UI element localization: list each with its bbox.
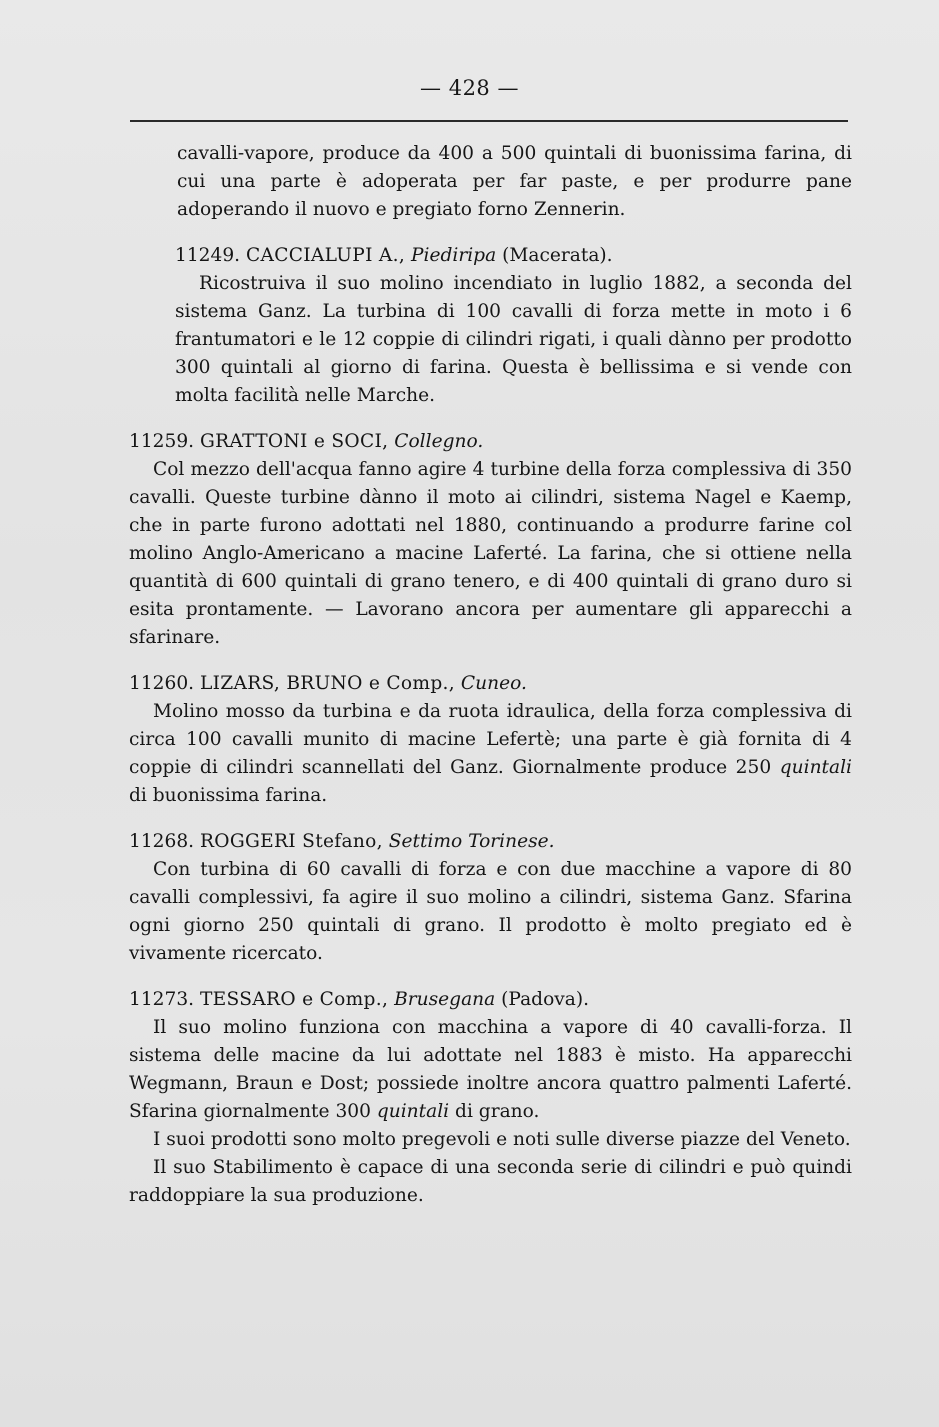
entry-text-11273 [129,1014,852,1126]
entry-number: 11260. [129,673,195,694]
entry-number: 11273. [129,989,195,1010]
entry-text-11249: Ricostruiva il suo molino incendiato in luglio 1882, a seconda del sistema Ganz. La turbina di 100 cavalli di forza mette in moto i 6 frantumatori e le 12 coppie di cilindri rigati, i quali dànno per prodotto 300 quintali al giorno di farina. Questa è bellissima e si vende con molta facilità nelle Marche. [175,273,852,406]
entry-place-suffix: (Padova). [501,989,590,1010]
entry-heading-11249 [175,242,852,270]
entry-name: TESSARO e Comp., [199,989,389,1010]
entry-place-suffix: (Macerata). [502,245,613,266]
entry-text-part: Molino mosso da turbina e da ruota idraulica, della forza complessiva di circa 100 cavalli munito di macine Lefertè; una parte è già fornita di 4 coppie di cilindri scannellati del Ganz. Giornalmente produce 250 [129,701,852,778]
entry-name: GRATTONI e SOCI, [199,431,389,452]
intro-paragraph: cavalli-vapore, produce da 400 a 500 quintali di buonissima farina, di cui una parte è adoperata per far paste, e per produrre pane adoperando il nuovo e pregiato forno Zennerin. [177,143,852,220]
entry-name: ROGGERI Stefano, [199,831,383,852]
entry-heading-11260 [129,670,852,698]
entry-place: Collegno. [394,431,484,452]
entry-text-italic: quintali [779,757,853,778]
entry-text-part: di buonissima farina. [129,785,328,806]
entry-heading-11259 [129,428,852,456]
entry-place: Brusegana [394,989,496,1010]
entry-text-11260 [129,698,852,810]
entry-paragraph-11273-3: Il suo Stabilimento è capace di una seconda serie di cilindri e può quindi raddoppiare la sua produzione. [129,1157,852,1206]
entry-place: Piediripa [411,245,497,266]
entry-heading-11268 [129,828,852,856]
page-body [129,140,853,1210]
entry-text-11259: Col mezzo dell'acqua fanno agire 4 turbine della forza complessiva di 350 cavalli. Queste turbine dànno il moto ai cilindri, sistema Nagel e Kaemp, che in parte furono adottati nel 1880, continuando a produrre farine col molino Anglo-Americano a macine Laferté. La farina, che si ottiene nella quantità di 600 quintali di grano tenero, e di 400 quintali di grano duro si esita prontamente. — Lavorano ancora per aumentare gli apparecchi a sfarinare. [129,459,852,648]
entry-text-11268: Con turbina di 60 cavalli di forza e con due macchine a vapore di 80 cavalli complessivi, fa agire il suo molino a cilindri, sistema Ganz. Sfarina ogni giorno 250 quintali di grano. Il prodotto è molto pregiato ed è vivamente ricercato. [129,859,852,964]
entry-number: 11249. [175,245,241,266]
header-rule [130,120,848,122]
entry-name: CACCIALUPI A., [245,245,406,266]
entry-number: 11268. [129,831,195,852]
entry-paragraph-11273-2: I suoi prodotti sono molto pregevoli e noti sulle diverse piazze del Veneto. [153,1129,851,1150]
entry-text-part: Il suo molino funziona con macchina a vapore di 40 cavalli-forza. Il sistema delle macine da lui adottate nel 1883 è misto. Ha apparecchi Wegmann, Braun e Dost; possiede inoltre ancora quattro palmenti Laferté. Sfarina giornalmente 300 [129,1017,852,1122]
entry-text-part: di grano. [455,1101,540,1122]
entry-place: Settimo Torinese. [388,831,555,852]
entry-name: LIZARS, BRUNO e Comp., [199,673,455,694]
entry-text-italic: quintali [376,1101,450,1122]
page-number: — 428 — [420,76,519,100]
entry-number: 11259. [129,431,195,452]
entry-place: Cuneo. [460,673,527,694]
entry-heading-11273 [129,986,852,1014]
